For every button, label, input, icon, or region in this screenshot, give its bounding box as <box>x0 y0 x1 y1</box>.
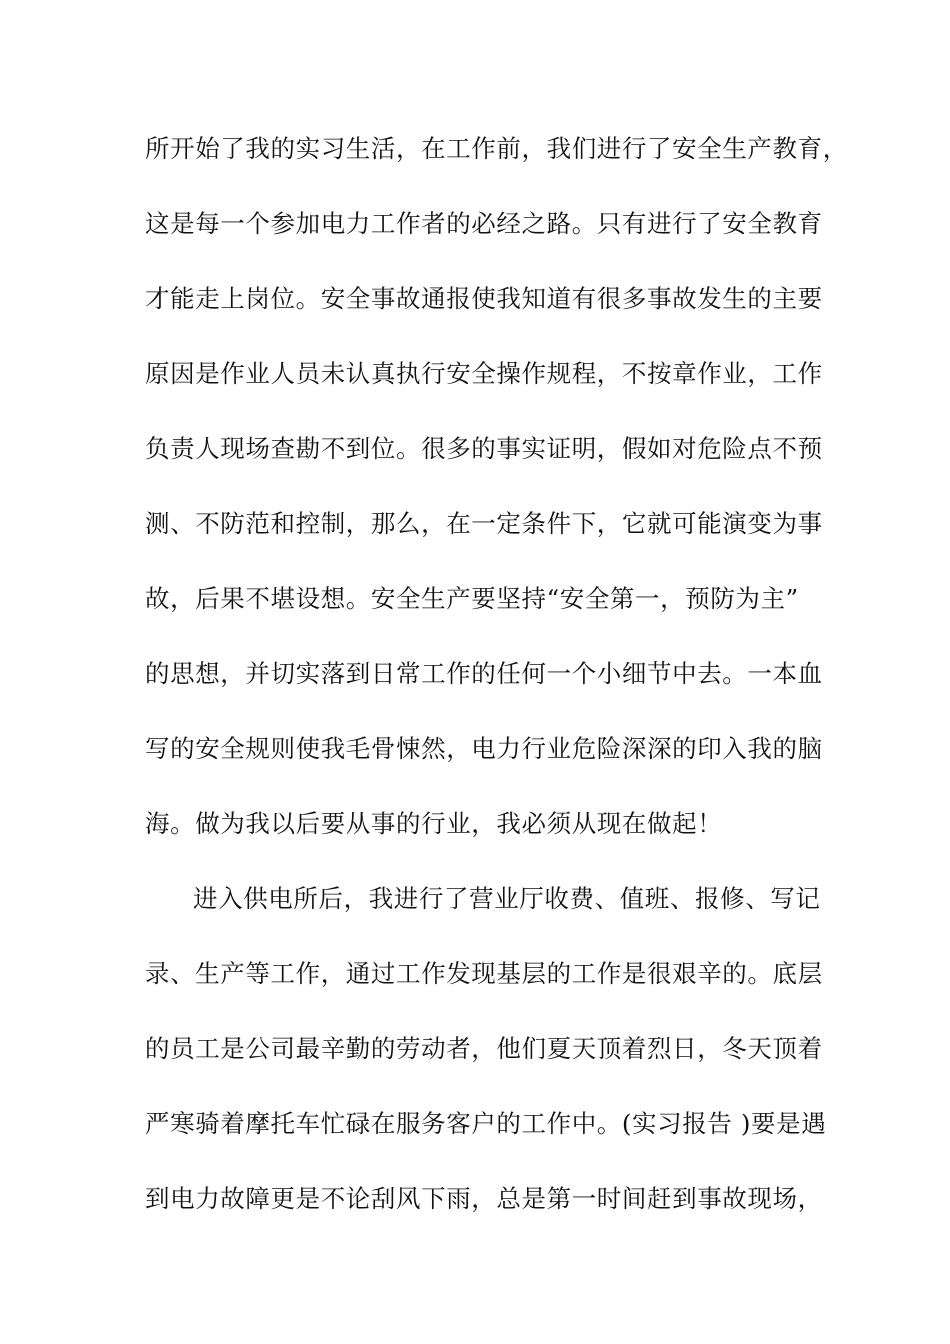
text-line-9: 写的安全规则使我毛骨悚然，电力行业危险深深的印入我的脑 <box>145 734 823 763</box>
text-line-1: 所开始了我的实习生活，在工作前，我们进行了安全生产教育， <box>145 134 848 163</box>
text-line-6: 测、不防范和控制，那么，在一定条件下，它就可能演变为事 <box>145 509 823 538</box>
text-line-8: 的思想，并切实落到日常工作的任何一个小细节中去。一本血 <box>145 659 823 688</box>
text-line-15: 到电力故障更是不论刮风下雨，总是第一时间赶到事故现场， <box>145 1184 823 1213</box>
text-line-12: 录、生产等工作，通过工作发现基层的工作是很艰辛的。底层 <box>145 959 823 988</box>
paragraph-2-first-line: 进入供电所后，我进行了营业厅收费、值班、报修、写记 <box>193 884 821 913</box>
text-line-7: 故，后果不堪设想。安全生产要坚持“安全第一，预防为主” <box>145 584 799 613</box>
text-line-2: 这是每一个参加电力工作者的必经之路。只有进行了安全教育 <box>145 209 823 238</box>
text-line-10: 海。做为我以后要从事的行业，我必须从现在做起！ <box>145 809 723 838</box>
text-line-14: 严寒骑着摩托车忙碌在服务客户的工作中。(实习报告 )要是遇 <box>145 1109 827 1138</box>
text-line-13: 的员工是公司最辛勤的劳动者，他们夏天顶着烈日，冬天顶着 <box>145 1034 823 1063</box>
text-line-4: 原因是作业人员未认真执行安全操作规程，不按章作业，工作 <box>145 359 823 388</box>
text-line-3: 才能走上岗位。安全事故通报使我知道有很多事故发生的主要 <box>145 284 823 313</box>
text-line-5: 负责人现场查勘不到位。很多的事实证明，假如对危险点不预 <box>145 434 823 463</box>
